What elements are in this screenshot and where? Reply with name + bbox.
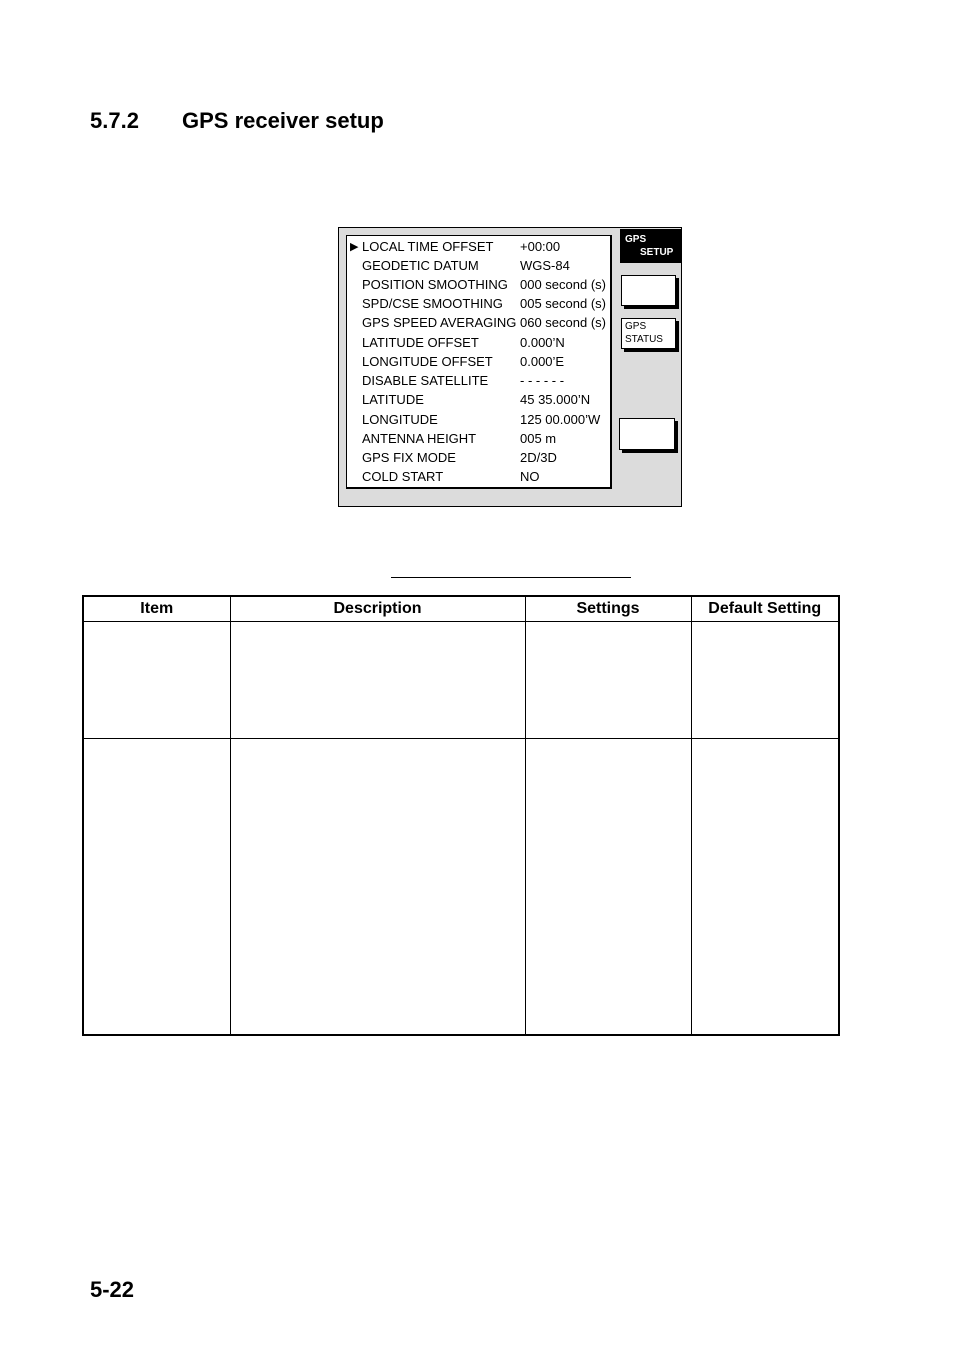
menu-item-label: LONGITUDE OFFSET	[362, 354, 493, 369]
gps-setup-menu	[346, 235, 612, 489]
softkey-title-line1: GPS	[625, 234, 647, 245]
menu-item-value: 005 second (s)	[520, 296, 606, 311]
column-header-default-setting: Default Setting	[691, 596, 839, 622]
softkey-gps-status-line2: STATUS	[625, 334, 663, 345]
section-heading	[90, 108, 384, 134]
menu-item-label: DISABLE SATELLITE	[362, 373, 489, 388]
menu-item-value: - - - - - -	[520, 373, 565, 388]
softkey-gps-setup-title	[620, 229, 682, 263]
menu-item-value: 45 35.000’N	[520, 392, 591, 407]
menu-item-value: WGS-84	[520, 258, 570, 273]
menu-item-value: 0.000’N	[520, 335, 565, 350]
menu-item-value: 005 m	[520, 431, 557, 446]
menu-item-label: SPD/CSE SMOOTHING	[362, 296, 503, 311]
table-cell	[83, 739, 230, 1035]
menu-item-value: 000 second (s)	[520, 277, 606, 292]
caption-underline	[391, 577, 631, 578]
softkey-blank-1[interactable]	[621, 275, 676, 306]
table-cell	[525, 739, 691, 1035]
table-cell	[230, 622, 525, 739]
cursor-arrow-icon: ▶	[350, 241, 359, 253]
table-cell	[230, 739, 525, 1035]
menu-item-label: POSITION SMOOTHING	[362, 277, 508, 292]
section-title: GPS receiver setup	[182, 108, 384, 133]
menu-item-value: 2D/3D	[520, 450, 557, 465]
column-header-description: Description	[230, 596, 525, 622]
table-cell	[691, 622, 839, 739]
menu-item-label: ANTENNA HEIGHT	[362, 431, 477, 446]
menu-item-label: LATITUDE	[362, 392, 424, 407]
page-number: 5-22	[90, 1277, 135, 1302]
softkey-gps-status[interactable]	[621, 318, 676, 349]
settings-table	[82, 595, 840, 1036]
menu-item-value: +00:00	[520, 239, 561, 254]
menu-item-label: LATITUDE OFFSET	[362, 335, 479, 350]
menu-item-value: 060 second (s)	[520, 315, 606, 330]
menu-item-label: GPS SPEED AVERAGING	[362, 315, 517, 330]
table-row	[83, 739, 839, 1035]
table-cell	[691, 739, 839, 1035]
column-header-settings: Settings	[525, 596, 691, 622]
menu-item-label: GPS FIX MODE	[362, 450, 456, 465]
table-cell	[83, 622, 230, 739]
softkey-blank-2[interactable]	[619, 418, 675, 450]
section-number: 5.7.2	[90, 108, 139, 133]
menu-item-value: 125 00.000’W	[520, 412, 601, 427]
gps-setup-screen	[338, 227, 682, 507]
softkey-title-line2: SETUP	[640, 247, 674, 258]
table-cell	[525, 622, 691, 739]
menu-item-label: LONGITUDE	[362, 412, 438, 427]
table-header-row	[83, 596, 839, 622]
menu-item-label: GEODETIC DATUM	[362, 258, 479, 273]
menu-item-value: 0.000’E	[520, 354, 565, 369]
column-header-item: Item	[83, 596, 230, 622]
table-row	[83, 622, 839, 739]
menu-item-label: LOCAL TIME OFFSET	[362, 239, 494, 254]
softkey-gps-status-line1: GPS	[625, 321, 647, 332]
menu-item-value: NO	[520, 469, 540, 484]
menu-item-label: COLD START	[362, 469, 444, 484]
